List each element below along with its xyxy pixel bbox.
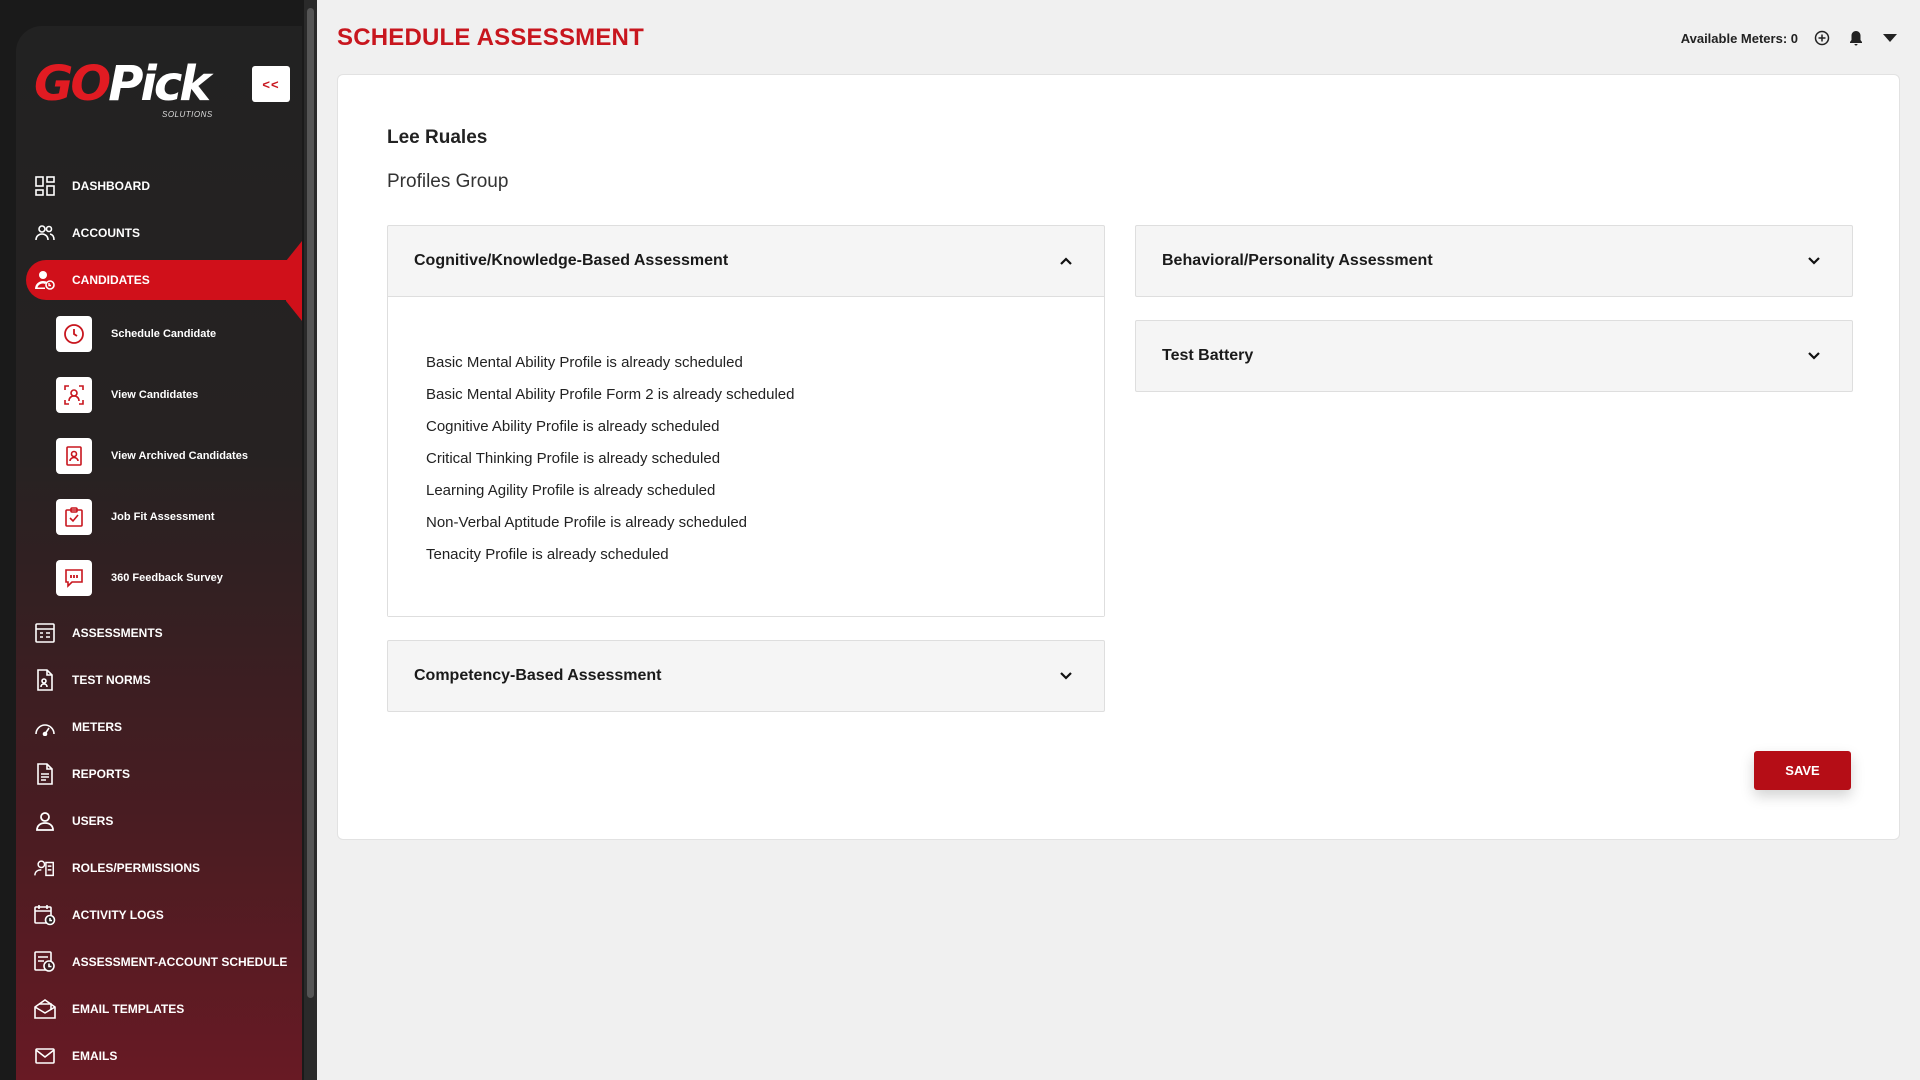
- sidebar-item-emails[interactable]: [16, 1036, 302, 1076]
- test-norms-icon: [34, 669, 56, 691]
- accordion-behavioral-header[interactable]: [1136, 226, 1852, 296]
- sidebar-item-label: DASHBOARD: [72, 179, 150, 193]
- sub-item-label: Job Fit Assessment: [111, 511, 215, 523]
- clipboard-check-icon: [56, 499, 92, 535]
- sidebar-item-label: TEST NORMS: [72, 673, 151, 687]
- sidebar-item-label: METERS: [72, 720, 123, 734]
- sub-item-schedule-candidate[interactable]: [56, 312, 296, 356]
- sidebar-item-label: ASSESSMENT-ACCOUNT SCHEDULE: [72, 955, 288, 969]
- sidebar-item-assessments[interactable]: [16, 613, 302, 653]
- chevron-down-icon: [1058, 668, 1074, 684]
- sidebar-item-label: ACTIVITY LOGS: [72, 908, 164, 922]
- sidebar-item-label: ACCOUNTS: [72, 226, 140, 240]
- logo-pick: Pick: [108, 56, 209, 112]
- accordion-test-battery-header[interactable]: [1136, 321, 1852, 391]
- list-item: Basic Mental Ability Profile Form 2 is already scheduled: [426, 386, 795, 403]
- sidebar-item-label: REPORTS: [72, 767, 131, 781]
- clock-icon: [56, 316, 92, 352]
- accordion-title: Test Battery: [1162, 347, 1254, 364]
- accounts-icon: [34, 222, 56, 244]
- add-circle-icon[interactable]: [1812, 28, 1832, 48]
- accordion-cognitive: [387, 225, 1105, 617]
- logo-go: GO: [34, 56, 109, 112]
- sidebar-scrollbar[interactable]: [304, 0, 317, 1080]
- list-item: Basic Mental Ability Profile is already scheduled: [426, 354, 743, 371]
- accordion-competency-header[interactable]: [388, 641, 1104, 711]
- candidate-name: Lee Ruales: [387, 127, 488, 148]
- sub-item-view-candidates[interactable]: [56, 373, 296, 417]
- reports-icon: [34, 763, 56, 785]
- users-icon: [34, 810, 56, 832]
- sidebar-item-label: ASSESSMENTS: [72, 626, 163, 640]
- profiles-group-label: Profiles Group: [387, 171, 509, 192]
- sidebar-item-label: EMAIL TEMPLATES: [72, 1002, 185, 1016]
- list-item: Tenacity Profile is already scheduled: [426, 546, 669, 563]
- chevron-down-icon: [1806, 348, 1822, 364]
- sidebar-item-dashboard[interactable]: [16, 166, 302, 206]
- sub-item-label: View Candidates: [111, 389, 199, 401]
- available-meters-label: Available Meters: 0: [1680, 30, 1798, 46]
- activity-logs-icon: [34, 904, 56, 926]
- accordion-competency: [387, 640, 1105, 712]
- accordion-title: Cognitive/Knowledge-Based Assessment: [414, 252, 729, 269]
- sub-item-label: View Archived Candidates: [111, 450, 248, 462]
- feedback-icon: [56, 560, 92, 596]
- sidebar-item-email-templates[interactable]: [16, 989, 302, 1029]
- sidebar-item-roles-permissions[interactable]: [16, 848, 302, 888]
- schedule-assessment-card: [337, 74, 1900, 840]
- bell-icon[interactable]: [1846, 28, 1866, 48]
- sidebar-item-label: USERS: [72, 814, 114, 828]
- assessments-icon: [34, 622, 56, 644]
- dashboard-icon: [34, 175, 56, 197]
- chevron-up-icon: [1058, 253, 1074, 269]
- sidebar-item-test-norms[interactable]: [16, 660, 302, 700]
- logo-sub: SOLUTIONS: [162, 110, 213, 119]
- sidebar-item-label: ROLES/PERMISSIONS: [72, 861, 201, 875]
- emails-icon: [34, 1045, 56, 1067]
- roles-icon: [34, 857, 56, 879]
- candidates-icon: [34, 269, 56, 291]
- sidebar-item-meters[interactable]: [16, 707, 302, 747]
- accordion-title: Behavioral/Personality Assessment: [1162, 252, 1433, 269]
- sub-item-view-archived-candidates[interactable]: [56, 434, 296, 478]
- archived-icon: [56, 438, 92, 474]
- collapse-sidebar-button[interactable]: <<: [252, 66, 290, 102]
- sidebar-item-accounts[interactable]: [16, 213, 302, 253]
- sub-item-job-fit-assessment[interactable]: [56, 495, 296, 539]
- gopick-logo[interactable]: [34, 56, 214, 130]
- schedule-icon: [34, 951, 56, 973]
- sub-item-360-feedback-survey[interactable]: [56, 556, 296, 600]
- accordion-cognitive-header[interactable]: [388, 226, 1104, 296]
- list-item: Non-Verbal Aptitude Profile is already scheduled: [426, 514, 748, 531]
- accordion-test-battery: [1135, 320, 1853, 392]
- list-item: Critical Thinking Profile is already scheduled: [426, 450, 721, 467]
- sub-item-label: 360 Feedback Survey: [111, 572, 223, 584]
- sidebar-item-label: EMAILS: [72, 1049, 118, 1063]
- sidebar-item-assessment-account-schedule[interactable]: [16, 942, 302, 982]
- list-item: Cognitive Ability Profile is already scheduled: [426, 418, 720, 435]
- sidebar-item-activity-logs[interactable]: [16, 895, 302, 935]
- sidebar-item-candidates[interactable]: [26, 260, 302, 300]
- scrollbar-thumb[interactable]: [307, 8, 314, 998]
- list-item: Learning Agility Profile is already scheduled: [426, 482, 716, 499]
- sidebar: [0, 0, 317, 1080]
- sidebar-panel: [16, 26, 302, 1080]
- accordion-cognitive-body: [388, 296, 1104, 616]
- meters-icon: [34, 716, 56, 738]
- accordion-behavioral: [1135, 225, 1853, 297]
- sidebar-item-label: CANDIDATES: [72, 273, 150, 287]
- accordion-title: Competency-Based Assessment: [414, 667, 662, 684]
- email-templates-icon: [34, 998, 56, 1020]
- save-button[interactable]: SAVE: [1754, 751, 1851, 790]
- user-menu-dropdown-icon[interactable]: [1880, 28, 1900, 48]
- page-title: SCHEDULE ASSESSMENT: [337, 24, 644, 51]
- header-actions: [1681, 28, 1900, 48]
- view-candidates-icon: [56, 377, 92, 413]
- sidebar-item-reports[interactable]: [16, 754, 302, 794]
- sidebar-item-users[interactable]: [16, 801, 302, 841]
- sub-item-label: Schedule Candidate: [111, 328, 217, 340]
- chevron-down-icon: [1806, 253, 1822, 269]
